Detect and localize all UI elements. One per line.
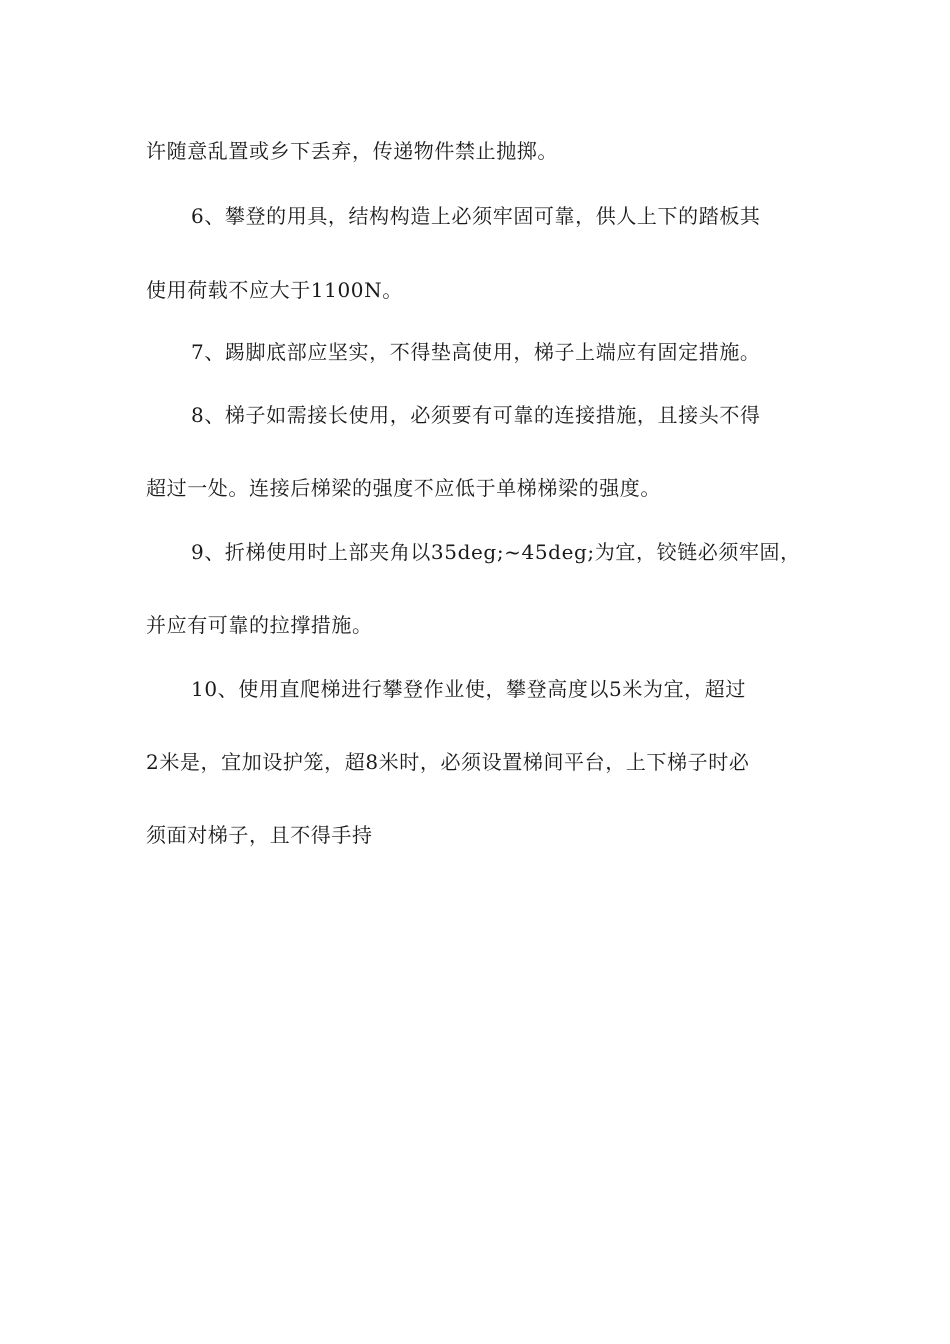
text-line: 须面对梯子，且不得手持 <box>146 823 373 847</box>
text-line: 使用荷载不应大于1100N。 <box>146 278 403 302</box>
text-line: 8、梯子如需接长使用，必须要有可靠的连接措施，且接头不得 <box>191 403 761 427</box>
text-line: 并应有可靠的拉撑措施。 <box>146 613 373 637</box>
text-line: 超过一处。连接后梯梁的强度不应低于单梯梯梁的强度。 <box>146 476 661 500</box>
text-line: 9、折梯使用时上部夹角以35deg;~45deg;为宜，铰链必须牢固， <box>191 540 801 564</box>
text-line: 6、攀登的用具，结构构造上必须牢固可靠，供人上下的踏板其 <box>191 204 761 228</box>
text-line: 2米是，宜加设护笼，超8米时，必须设置梯间平台，上下梯子时必 <box>146 750 750 774</box>
text-line: 10、使用直爬梯进行攀登作业使，攀登高度以5米为宜，超过 <box>191 677 746 701</box>
text-line: 7、踢脚底部应坚实，不得垫高使用，梯子上端应有固定措施。 <box>191 340 761 364</box>
text-line: 许随意乱置或乡下丢弃，传递物件禁止抛掷。 <box>146 139 558 163</box>
